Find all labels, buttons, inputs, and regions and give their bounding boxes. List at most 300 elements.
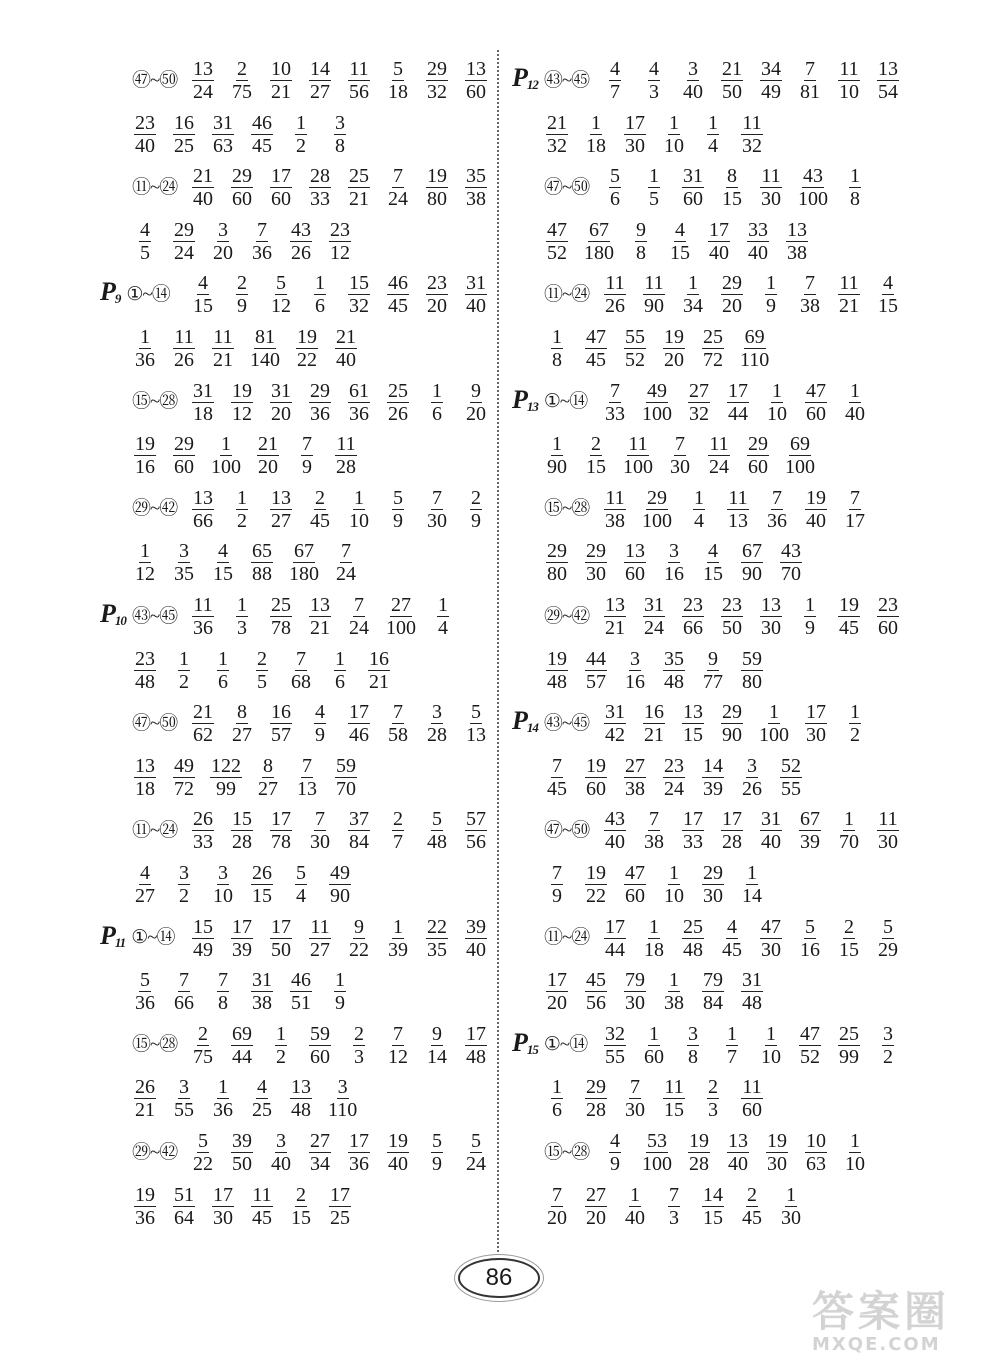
fraction-list — [190, 165, 502, 210]
fraction — [171, 112, 197, 157]
question-range: ⑪~㉔ — [132, 176, 178, 198]
fraction-list — [544, 648, 778, 693]
fraction — [268, 380, 294, 425]
fraction — [803, 701, 829, 746]
fraction — [385, 165, 411, 210]
fraction — [463, 808, 489, 853]
denominator: 15 — [703, 1206, 723, 1229]
numerator: 4 — [727, 915, 737, 938]
denominator: 14 — [427, 1045, 447, 1068]
page-ref: $P_{12}$ — [512, 63, 538, 92]
fraction — [424, 916, 450, 961]
fraction — [229, 165, 255, 210]
fraction-list — [190, 701, 502, 746]
numerator: 31 — [213, 111, 233, 134]
fraction — [641, 272, 667, 317]
numerator: 7 — [218, 969, 228, 992]
fraction — [544, 540, 570, 585]
denominator: 8 — [335, 134, 345, 157]
denominator: 8 — [850, 188, 860, 211]
denominator: 26 — [605, 295, 625, 318]
fraction — [210, 540, 236, 585]
numerator: 7 — [630, 1076, 640, 1099]
fraction — [544, 326, 570, 371]
denominator: 100 — [798, 188, 828, 211]
numerator: 29 — [647, 486, 667, 509]
fraction — [622, 648, 648, 693]
fraction — [544, 219, 570, 264]
numerator: 25 — [683, 915, 703, 938]
numerator: 2 — [393, 808, 403, 831]
numerator: 47 — [800, 1022, 820, 1045]
denominator: 4 — [694, 509, 704, 532]
numerator: 51 — [174, 1183, 194, 1206]
page-ref: $P_{15}$ — [512, 1027, 538, 1057]
numerator: 1 — [669, 862, 679, 884]
fraction-list — [602, 916, 914, 961]
fraction — [210, 219, 236, 264]
fraction — [346, 58, 372, 103]
numerator: 9 — [636, 218, 646, 241]
question-range: ㊼~㊿ — [132, 712, 178, 734]
numerator: 13 — [683, 701, 703, 724]
fraction — [661, 862, 687, 907]
fraction — [842, 487, 868, 532]
answer-row — [100, 540, 495, 588]
numerator: 2 — [257, 647, 267, 670]
denominator: 2 — [296, 134, 306, 157]
denominator: 48 — [683, 938, 703, 961]
fraction — [641, 1023, 667, 1068]
answer-row — [100, 219, 495, 267]
denominator: 39 — [703, 777, 723, 800]
fraction — [463, 487, 489, 532]
numerator: 3 — [883, 1022, 893, 1045]
numerator: 29 — [174, 433, 194, 456]
denominator: 36 — [349, 1153, 369, 1175]
fraction — [700, 326, 726, 371]
denominator: 38 — [605, 509, 625, 532]
fraction — [190, 701, 216, 746]
numerator: 46 — [291, 969, 311, 992]
fraction — [797, 58, 823, 103]
denominator: 7 — [393, 831, 403, 854]
fraction — [758, 916, 784, 961]
denominator: 7 — [610, 81, 620, 103]
numerator: 1 — [432, 379, 442, 402]
fraction — [875, 916, 901, 961]
denominator: 24 — [709, 456, 729, 479]
fraction — [680, 1023, 706, 1068]
fraction — [758, 701, 790, 746]
numerator: 7 — [552, 862, 562, 884]
numerator: 17 — [232, 915, 252, 938]
numerator: 2 — [708, 1076, 718, 1099]
fraction — [778, 755, 804, 800]
denominator: 100 — [642, 509, 672, 532]
answer-row — [512, 219, 912, 267]
denominator: 51 — [291, 992, 311, 1015]
fraction — [294, 755, 320, 800]
numerator: 19 — [135, 1183, 155, 1206]
fraction — [544, 755, 570, 800]
fraction-list — [544, 1184, 817, 1229]
fraction-list — [544, 969, 778, 1014]
denominator: 21 — [271, 81, 291, 103]
fraction — [463, 380, 489, 425]
numerator: 32 — [605, 1022, 625, 1045]
numerator: 31 — [252, 969, 272, 992]
fraction — [346, 701, 372, 746]
fraction-list — [132, 1184, 366, 1229]
denominator: 25 — [174, 134, 194, 157]
numerator: 59 — [742, 647, 762, 670]
fraction — [210, 862, 236, 907]
denominator: 36 — [135, 349, 155, 371]
numerator: 15 — [193, 915, 213, 938]
fraction — [680, 701, 706, 746]
denominator: 44 — [728, 402, 748, 425]
fraction — [803, 487, 829, 532]
numerator: 1 — [766, 1022, 776, 1045]
fraction — [385, 487, 411, 532]
fraction — [764, 1130, 790, 1175]
question-range: ㊸~㊺ — [543, 712, 590, 734]
fraction — [583, 219, 615, 264]
numerator: 43 — [291, 218, 311, 241]
numerator: 11 — [761, 165, 781, 188]
denominator: 90 — [742, 563, 762, 586]
numerator: 5 — [471, 1130, 481, 1152]
numerator: 2 — [315, 486, 325, 509]
fraction — [171, 755, 197, 800]
watermark-text: 答案圈 — [812, 1287, 951, 1336]
fraction — [255, 433, 281, 478]
fraction — [544, 1076, 570, 1121]
numerator: 1 — [296, 111, 306, 134]
answer-row — [512, 1076, 912, 1124]
fraction — [268, 272, 294, 317]
numerator: 5 — [610, 165, 620, 188]
denominator: 110 — [740, 349, 770, 371]
denominator: 70 — [336, 777, 356, 800]
numerator: 29 — [427, 58, 447, 80]
numerator: 67 — [800, 808, 820, 831]
fraction — [249, 540, 275, 585]
numerator: 17 — [271, 915, 291, 938]
numerator: 11 — [709, 433, 729, 456]
fraction — [680, 808, 706, 853]
numerator: 45 — [586, 969, 606, 992]
fraction — [875, 594, 901, 639]
denominator: 30 — [781, 1206, 801, 1229]
numerator: 25 — [703, 326, 723, 348]
denominator: 9 — [315, 724, 325, 747]
fraction-list — [132, 862, 366, 907]
fraction — [784, 219, 810, 264]
numerator: 79 — [625, 969, 645, 992]
fraction — [622, 755, 648, 800]
denominator: 20 — [547, 992, 567, 1015]
fraction — [210, 755, 242, 800]
denominator: 4 — [438, 617, 448, 639]
numerator: 29 — [748, 433, 768, 456]
answer-row — [100, 916, 495, 964]
numerator: 1 — [708, 111, 718, 134]
denominator: 38 — [466, 188, 486, 211]
denominator: 3 — [669, 1206, 679, 1229]
denominator: 34 — [310, 1153, 330, 1175]
numerator: 1 — [844, 808, 854, 831]
answer-row — [512, 326, 912, 374]
denominator: 63 — [806, 1153, 826, 1175]
fraction — [327, 1076, 358, 1121]
numerator: 21 — [722, 58, 742, 80]
row-label — [100, 594, 177, 634]
numerator: 4 — [610, 1130, 620, 1152]
fraction — [288, 648, 314, 693]
denominator: 38 — [252, 992, 272, 1015]
denominator: 180 — [289, 563, 319, 586]
question-range: ㊸~㊺ — [131, 605, 178, 627]
numerator: 7 — [805, 58, 815, 80]
fraction — [132, 648, 158, 693]
denominator: 6 — [432, 402, 442, 425]
fraction — [602, 1130, 628, 1175]
question-range: ㉙~㊷ — [544, 605, 590, 627]
numerator: 46 — [388, 272, 408, 295]
denominator: 34 — [683, 295, 703, 318]
denominator: 3 — [649, 81, 659, 103]
denominator: 30 — [703, 885, 723, 907]
fraction — [583, 540, 609, 585]
denominator: 38 — [644, 831, 664, 854]
denominator: 60 — [806, 402, 826, 425]
numerator: 17 — [466, 1022, 486, 1045]
numerator: 4 — [140, 862, 150, 884]
row-label — [512, 1023, 587, 1063]
answer-row — [100, 701, 495, 749]
fraction — [190, 487, 216, 532]
numerator: 17 — [605, 915, 625, 938]
denominator: 5 — [257, 670, 267, 693]
fraction — [327, 969, 353, 1014]
numerator: 3 — [218, 218, 228, 241]
numerator: 31 — [466, 272, 486, 295]
denominator: 48 — [547, 670, 567, 693]
fraction — [132, 433, 158, 478]
denominator: 45 — [742, 1206, 762, 1229]
numerator: 7 — [296, 647, 306, 670]
fraction — [424, 58, 450, 103]
answer-row — [100, 969, 495, 1017]
fraction — [307, 808, 333, 853]
numerator: 7 — [302, 433, 312, 456]
numerator: 7 — [805, 272, 815, 295]
denominator: 48 — [427, 831, 447, 854]
denominator: 60 — [232, 188, 252, 211]
denominator: 40 — [605, 831, 625, 854]
denominator: 6 — [315, 295, 325, 318]
numerator: 47 — [586, 326, 606, 348]
answer-row — [512, 58, 912, 106]
fraction-list — [190, 487, 502, 532]
numerator: 7 — [669, 1183, 679, 1206]
numerator: 1 — [766, 272, 776, 295]
question-range: ⑪~㉔ — [544, 927, 590, 949]
question-range: ①~⑭ — [543, 391, 588, 413]
numerator: 13 — [761, 594, 781, 616]
numerator: 11 — [839, 58, 859, 80]
fraction-list — [190, 1023, 502, 1068]
page-ref-number: 15 — [526, 1041, 538, 1057]
answer-row — [100, 1076, 495, 1124]
numerator: 13 — [291, 1076, 311, 1099]
denominator: 15 — [683, 724, 703, 747]
denominator: 17 — [845, 509, 865, 532]
denominator: 5 — [649, 188, 659, 211]
answer-row — [512, 380, 912, 428]
denominator: 33 — [193, 831, 213, 854]
fraction — [346, 380, 372, 425]
denominator: 49 — [193, 938, 213, 961]
denominator: 57 — [586, 670, 606, 693]
watermark-logo — [812, 1287, 992, 1360]
fraction — [778, 1184, 804, 1229]
denominator: 70 — [781, 563, 801, 586]
numerator: 23 — [683, 594, 703, 616]
fraction-list — [602, 1023, 914, 1068]
fraction — [171, 969, 197, 1014]
denominator: 88 — [252, 563, 272, 586]
denominator: 30 — [761, 188, 781, 211]
numerator: 29 — [232, 165, 252, 188]
fraction — [583, 862, 609, 907]
denominator: 2 — [237, 509, 247, 532]
fraction — [803, 380, 829, 425]
fraction — [171, 1076, 197, 1121]
fraction — [583, 112, 609, 157]
numerator: 7 — [772, 486, 782, 509]
denominator: 32 — [742, 134, 762, 157]
row-label — [544, 808, 589, 848]
fraction — [661, 112, 687, 157]
numerator: 21 — [193, 165, 213, 188]
numerator: 11 — [742, 111, 762, 134]
answer-row — [100, 808, 495, 856]
fraction — [307, 1023, 333, 1068]
denominator: 40 — [466, 295, 486, 318]
question-range: ㊼~㊿ — [544, 819, 590, 841]
answer-row — [512, 1130, 912, 1178]
numerator: 23 — [664, 754, 684, 777]
fraction — [875, 58, 901, 103]
fraction — [622, 326, 648, 371]
fraction — [739, 326, 770, 371]
denominator: 21 — [349, 188, 369, 211]
denominator: 100 — [386, 617, 416, 639]
denominator: 35 — [427, 938, 447, 961]
numerator: 19 — [689, 1130, 709, 1152]
numerator: 61 — [349, 379, 369, 402]
fraction — [758, 272, 784, 317]
fraction-list — [602, 380, 881, 425]
denominator: 100 — [642, 1153, 672, 1175]
numerator: 69 — [232, 1022, 252, 1045]
numerator: 7 — [432, 486, 442, 509]
page-ref-number: 11 — [114, 934, 126, 950]
answer-row — [100, 326, 495, 374]
denominator: 8 — [218, 992, 228, 1015]
denominator: 39 — [232, 938, 252, 961]
numerator: 15 — [232, 808, 252, 831]
denominator: 9 — [471, 509, 481, 532]
denominator: 27 — [258, 777, 278, 800]
denominator: 60 — [466, 81, 486, 103]
numerator: 2 — [354, 1022, 364, 1045]
denominator: 20 — [547, 1206, 567, 1229]
fraction — [327, 1184, 353, 1229]
fraction — [583, 969, 609, 1014]
denominator: 22 — [586, 885, 606, 907]
fraction — [875, 272, 901, 317]
numerator: 21 — [547, 111, 567, 134]
denominator: 36 — [193, 617, 213, 639]
denominator: 24 — [174, 241, 194, 264]
numerator: 1 — [237, 594, 247, 616]
numerator: 5 — [276, 272, 286, 295]
denominator: 15 — [193, 295, 213, 318]
fraction — [700, 112, 726, 157]
row-label — [544, 594, 589, 634]
fraction — [706, 433, 732, 478]
fraction — [686, 487, 712, 532]
fraction — [700, 1076, 726, 1121]
answer-row — [512, 755, 912, 803]
numerator: 14 — [310, 58, 330, 80]
fraction — [680, 594, 706, 639]
denominator: 44 — [605, 938, 625, 961]
numerator: 5 — [296, 862, 306, 884]
fraction — [680, 165, 706, 210]
denominator: 32 — [547, 134, 567, 157]
row-label — [132, 1023, 177, 1063]
denominator: 6 — [218, 670, 228, 693]
numerator: 4 — [883, 272, 893, 295]
fraction — [424, 701, 450, 746]
fraction — [424, 487, 450, 532]
fraction — [544, 112, 570, 157]
denominator: 29 — [878, 938, 898, 961]
denominator: 36 — [767, 509, 787, 532]
fraction — [268, 58, 294, 103]
denominator: 9 — [766, 295, 776, 318]
numerator: 19 — [839, 594, 859, 616]
denominator: 55 — [174, 1099, 194, 1122]
fraction — [385, 916, 411, 961]
fraction — [229, 1023, 255, 1068]
denominator: 54 — [878, 81, 898, 103]
denominator: 8 — [688, 1045, 698, 1068]
answer-row — [512, 862, 912, 910]
numerator: 69 — [790, 433, 810, 456]
denominator: 9 — [302, 456, 312, 479]
row-label — [512, 58, 589, 98]
numerator: 3 — [335, 111, 345, 134]
fraction — [602, 808, 628, 853]
numerator: 29 — [722, 272, 742, 295]
denominator: 6 — [335, 670, 345, 693]
